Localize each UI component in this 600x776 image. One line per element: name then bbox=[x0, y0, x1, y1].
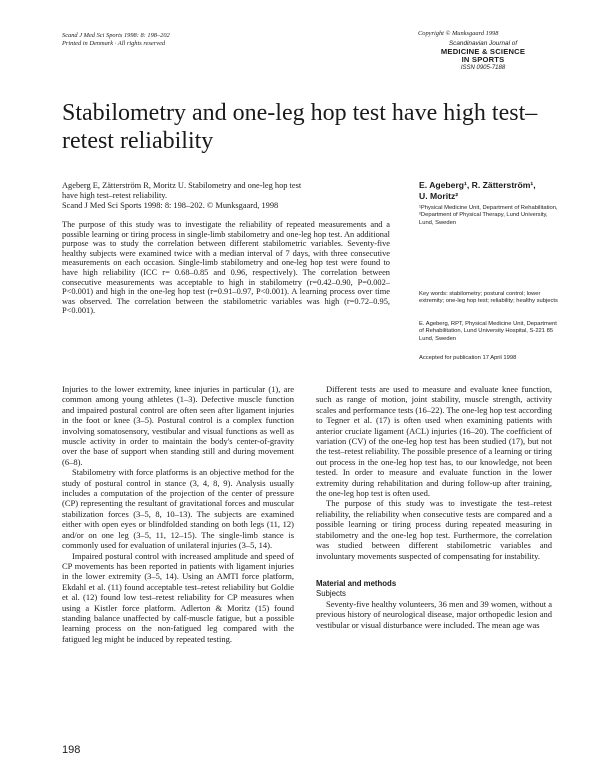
citation-line-1: Ageberg E, Zätterström R, Moritz U. Stabilometry and one-leg hop test bbox=[62, 181, 302, 190]
abstract: The purpose of this study was to investigate the reliability of repeated measurements and a possible learning or tiring process in single-limb stabilometry and one-leg hop test. An additional purpose was to study the correlation between different stabilometric variables. Seventy-five healthy subjects were examined twice with a median interval of 7 days, with three consecutive measurements on each occasion. Single-limb stabilometry and one-leg hop test were found to have high reliability (ICC r= 0.68–0.85 and 0.96, respectively). The correlation between consecutive measurements was acceptable to high in stabilometry (r=0.42–0.90, P=0.002–P<0.001) and high in the one-leg hop test (r=0.91–0.97, P<0.001). A learning process over time was observed. The correlation between the stabilometric variables was high (r=0.72–0.95, P<0.001). bbox=[62, 220, 390, 316]
journal-issn: ISSN 0905-7188 bbox=[460, 65, 506, 72]
paragraph: Different tests are used to measure and evaluate knee function, such as range of motion, joint stability, muscle strength, activity scales and performance tests (16–22). The one-leg hop test according to Tegner et al. (17) is often used when examining patients with anterior cruciate ligament (ACL) injuries (16–20). The coefficient of variation (CV) of the one-leg hop test has been studied (17), but not the test–retest reliability. The possible presence of a learning or tiring out process in the one-leg hop test has, to our knowledge, not been tested. In order to measure and evaluate function in the lower extremity during rehabilitation and during follow-up after training, the one-leg hop test is often used. bbox=[316, 384, 552, 499]
subsection-heading: Subjects bbox=[316, 588, 346, 598]
citation-line-3: Scand J Med Sci Sports 1998: 8: 198–202. © Munksgaard, 1998 bbox=[62, 201, 279, 210]
journal-name-line1: MEDICINE & SCIENCE bbox=[440, 47, 526, 57]
journal-name-line2: IN SPORTS bbox=[461, 55, 505, 65]
author-affiliation: ¹Physical Medicine Unit, Department of Rehabilitation, ²Department of Physical Therapy, Lund University, Lund, Sweden bbox=[419, 205, 558, 226]
copyright-line: Copyright © Munksgaard 1998 bbox=[418, 30, 499, 37]
printed-in-line: Printed in Denmark · All rights reserved bbox=[62, 40, 166, 48]
body-column-left bbox=[62, 384, 294, 644]
paragraph: Impaired postural control with increased amplitude and speed of CP movements has been reported in patients with ligament injuries in the lower extremity (3–5, 14). Using an AMTI force platform, Ekdahl et al. (11) found acceptable test–retest reliability but Goldie et al. (12) found low test–retest reliability for CP measures when using a Kistler force platform. Adlerton & Moritz (15) found standing balance unaffected by calf-muscle fatigue, but a possible learning process on the non-fatigued leg compared with the fatigued leg might be induced by repeated testing. bbox=[62, 550, 294, 644]
running-header-left bbox=[62, 32, 170, 49]
journal-citation-line: Scand J Med Sci Sports 1998: 8: 198–202 bbox=[62, 32, 170, 39]
article-title: Stabilometry and one-leg hop test have high test–retest reliability bbox=[62, 100, 538, 154]
paragraph: The purpose of this study was to investigate the test–retest reliability, the reliability when consecutive tests are compared and a possible learning or tiring process during repeated measuring in stabilometry and the one-leg hop test. Furthermore, the correlation was studied between different stabilometric variables and involuntary movements suspected of compensating for instability. bbox=[316, 498, 552, 561]
body-column-right bbox=[316, 384, 552, 630]
page-number: 198 bbox=[62, 744, 81, 756]
author-line-2: U. Moritz² bbox=[419, 191, 459, 201]
journal-logo bbox=[418, 40, 548, 72]
running-header-right bbox=[418, 30, 548, 72]
citation-block bbox=[62, 181, 390, 211]
correspondence-address: E. Ageberg, RPT, Physical Medicine Unit, Department of Rehabilitation, Lund University Hospital, S-221 85 Lund, Sweden bbox=[419, 321, 557, 342]
author-line-1: E. Ageberg¹, R. Zätterström¹, bbox=[419, 180, 536, 190]
keywords: Key words: stabilometry; postural control; lower extremity; one-leg hop test; reliability; healthy subjects bbox=[419, 291, 558, 305]
paragraph: Injuries to the lower extremity, knee injuries in particular (1), are common among young athletes (1–3). Defective muscle function and impaired postural control are often seen after ligament injuries in the foot or knee (3–5). Postural control is a complex function involving somatosensory, vestibular and visual functions as well as muscle activity in order to maintain the body's center-of-gravity over the base of support when standing still and during movement (6–8). bbox=[62, 384, 294, 467]
paragraph: Stabilometry with force platforms is an objective method for the study of postural control in stance (3, 4, 8, 9). Analysis usually includes a computation of the projection of the center of pressure (CP) representing the resultant of gravitational forces and muscular stabilization forces (3–5, 8, 10–13). The subjects are examined either with open eyes or blindfolded standing on both legs (11, 12) and/or on one leg (3–5, 11, 12–15). The single-limb stance is commonly used for evaluation of unilateral injuries (3–5, 14). bbox=[62, 467, 294, 551]
paragraph: Seventy-five healthy volunteers, 36 men and 39 women, without a previous history of neurological disease, major orthopedic lesion and vestibular or visual disturbance were included. The mean age was bbox=[316, 598, 552, 630]
section-heading: Material and methods bbox=[316, 578, 397, 588]
accepted-date: Accepted for publication 17 April 1998 bbox=[419, 355, 517, 361]
journal-name-top: Scandinavian Journal of bbox=[448, 40, 518, 48]
author-list bbox=[419, 180, 559, 202]
citation-line-2: have high test–retest reliability. bbox=[62, 191, 168, 200]
